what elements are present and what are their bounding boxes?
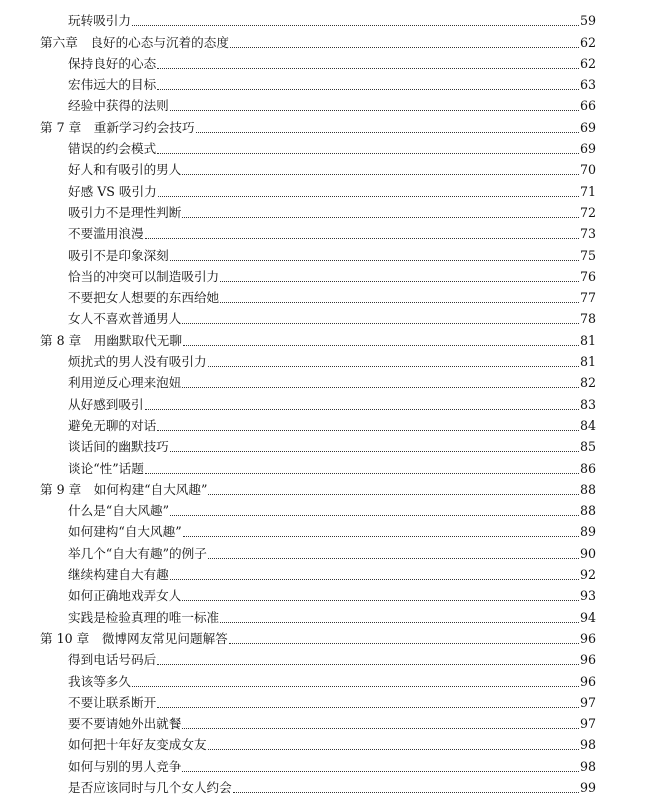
- toc-section-entry[interactable]: [40, 348, 596, 369]
- dot-leader: [182, 216, 579, 218]
- toc-entry-label: 女人不喜欢普通男人: [68, 311, 182, 327]
- dot-leader: [132, 685, 579, 687]
- toc-section-entry[interactable]: [40, 433, 596, 454]
- toc-entry-label: 谈论“性”话题: [68, 460, 144, 476]
- dot-leader: [208, 748, 579, 750]
- toc-section-entry[interactable]: [40, 305, 596, 326]
- toc-entry-label: 第 8 章 用幽默取代无聊: [40, 332, 182, 348]
- toc-entry-page-number: 97: [579, 694, 596, 710]
- toc-entry-page-number: 98: [579, 758, 596, 774]
- toc-entry-label: 不要滥用浪漫: [68, 226, 144, 242]
- toc-entry-page-number: 82: [579, 375, 596, 391]
- toc-entry-page-number: 75: [579, 247, 596, 263]
- toc-entry-label: 避免无聊的对话: [68, 417, 157, 433]
- toc-entry-label: 如何把十年好友变成女友: [68, 737, 207, 753]
- toc-entry-page-number: 77: [579, 290, 596, 306]
- dot-leader: [157, 429, 579, 431]
- dot-leader: [182, 173, 579, 175]
- toc-entry-page-number: 93: [579, 588, 596, 604]
- toc-entry-page-number: 88: [579, 481, 596, 497]
- toc-section-entry[interactable]: [40, 284, 596, 305]
- toc-entry-label: 得到电话号码后: [68, 652, 157, 668]
- toc-section-entry[interactable]: [40, 92, 596, 113]
- dot-leader: [170, 259, 579, 261]
- dot-leader: [170, 578, 579, 580]
- dot-leader: [157, 706, 579, 708]
- toc-entry-page-number: 62: [579, 55, 596, 71]
- toc-entry-page-number: 96: [579, 673, 596, 689]
- dot-leader: [196, 131, 579, 133]
- toc-entry-page-number: 92: [579, 567, 596, 583]
- toc-entry-label: 好人和有吸引的男人: [68, 162, 182, 178]
- toc-entry-page-number: 84: [579, 417, 596, 433]
- toc-entry-page-number: 99: [579, 779, 596, 795]
- toc-entry-page-number: 59: [579, 13, 596, 29]
- toc-entry-page-number: 63: [579, 77, 596, 93]
- toc-section-entry[interactable]: [40, 156, 596, 177]
- toc-section-entry[interactable]: [40, 369, 596, 390]
- toc-entry-label: 继续构建自大有趣: [68, 567, 169, 583]
- dot-leader: [220, 301, 579, 303]
- toc-chapter-entry[interactable]: [40, 326, 596, 347]
- toc-section-entry[interactable]: [40, 752, 596, 773]
- toc-entry-page-number: 76: [579, 268, 596, 284]
- dot-leader: [230, 46, 579, 48]
- toc-entry-label: 烦扰式的男人没有吸引力: [68, 354, 207, 370]
- toc-entry-page-number: 96: [579, 652, 596, 668]
- toc-entry-page-number: 62: [579, 34, 596, 50]
- table-of-contents: [40, 7, 596, 795]
- toc-section-entry[interactable]: [40, 220, 596, 241]
- toc-entry-page-number: 70: [579, 162, 596, 178]
- dot-leader: [208, 557, 579, 559]
- toc-entry-label: 吸引不是印象深刻: [68, 247, 169, 263]
- toc-section-entry[interactable]: [40, 561, 596, 582]
- dot-leader: [183, 535, 579, 537]
- toc-section-entry[interactable]: [40, 582, 596, 603]
- dot-leader: [208, 365, 579, 367]
- dot-leader: [233, 791, 579, 793]
- toc-section-entry[interactable]: [40, 390, 596, 411]
- toc-entry-page-number: 73: [579, 226, 596, 242]
- toc-entry-label: 从好感到吸引: [68, 396, 144, 412]
- toc-entry-label: 不要让联系断开: [68, 694, 157, 710]
- toc-entry-label: 举几个“自大有趣”的例子: [68, 545, 207, 561]
- toc-entry-label: 第 10 章 微博网友常见问题解答: [40, 630, 228, 646]
- dot-leader: [229, 642, 579, 644]
- toc-section-entry[interactable]: [40, 603, 596, 624]
- dot-leader: [208, 493, 579, 495]
- toc-entry-label: 玩转吸引力: [68, 13, 131, 29]
- toc-entry-page-number: 81: [579, 354, 596, 370]
- dot-leader: [157, 152, 579, 154]
- dot-leader: [220, 280, 579, 282]
- toc-section-entry[interactable]: [40, 774, 596, 795]
- toc-section-entry[interactable]: [40, 539, 596, 560]
- toc-section-entry[interactable]: [40, 71, 596, 92]
- dot-leader: [157, 67, 579, 69]
- toc-section-entry[interactable]: [40, 135, 596, 156]
- toc-section-entry[interactable]: [40, 263, 596, 284]
- toc-section-entry[interactable]: [40, 50, 596, 71]
- toc-entry-page-number: 69: [579, 141, 596, 157]
- toc-entry-label: 第 9 章 如何构建“自大风趣”: [40, 481, 208, 497]
- dot-leader: [182, 727, 579, 729]
- toc-entry-label: 第 7 章 重新学习约会技巧: [40, 119, 195, 135]
- toc-section-entry[interactable]: [40, 689, 596, 710]
- toc-section-entry[interactable]: [40, 177, 596, 198]
- toc-entry-label: 吸引力不是理性判断: [68, 204, 182, 220]
- dot-leader: [145, 237, 579, 239]
- toc-entry-page-number: 98: [579, 737, 596, 753]
- toc-section-entry[interactable]: [40, 667, 596, 688]
- dot-leader: [157, 88, 579, 90]
- dot-leader: [170, 109, 579, 111]
- toc-entry-label: 经验中获得的法则: [68, 98, 169, 114]
- toc-entry-label: 实践是检验真理的唯一标准: [68, 609, 220, 625]
- dot-leader: [220, 621, 579, 623]
- toc-entry-page-number: 72: [579, 204, 596, 220]
- dot-leader: [170, 450, 579, 452]
- toc-entry-page-number: 85: [579, 439, 596, 455]
- toc-section-entry[interactable]: [40, 454, 596, 475]
- toc-section-entry[interactable]: [40, 518, 596, 539]
- toc-entry-page-number: 66: [579, 98, 596, 114]
- toc-entry-label: 什么是“自大风趣”: [68, 503, 170, 519]
- toc-section-entry[interactable]: [40, 412, 596, 433]
- toc-entry-label: 保持良好的心态: [68, 55, 157, 71]
- toc-chapter-entry[interactable]: [40, 113, 596, 134]
- toc-section-entry[interactable]: [40, 497, 596, 518]
- toc-entry-page-number: 86: [579, 460, 596, 476]
- toc-entry-label: 恰当的冲突可以制造吸引力: [68, 268, 220, 284]
- toc-section-entry[interactable]: [40, 646, 596, 667]
- toc-entry-page-number: 88: [579, 503, 596, 519]
- dot-leader: [145, 472, 579, 474]
- toc-entry-label: 第六章 良好的心态与沉着的态度: [40, 34, 229, 50]
- toc-entry-label: 要不要请她外出就餐: [68, 716, 182, 732]
- toc-section-entry[interactable]: [40, 731, 596, 752]
- toc-section-entry[interactable]: [40, 199, 596, 220]
- dot-leader: [157, 663, 579, 665]
- toc-entry-page-number: 78: [579, 311, 596, 327]
- toc-entry-label: 如何建构“自大风趣”: [68, 524, 182, 540]
- toc-entry-label: 我该等多久: [68, 673, 131, 689]
- toc-chapter-entry[interactable]: [40, 28, 596, 49]
- toc-entry-label: 利用逆反心理来泡妞: [68, 375, 182, 391]
- dot-leader: [182, 386, 579, 388]
- toc-entry-label: 好感 VS 吸引力: [68, 183, 157, 199]
- toc-chapter-entry[interactable]: [40, 625, 596, 646]
- dot-leader: [182, 770, 579, 772]
- toc-section-entry[interactable]: [40, 7, 596, 28]
- dot-leader: [170, 514, 579, 516]
- toc-entry-page-number: 94: [579, 609, 596, 625]
- toc-entry-label: 是否应该同时与几个女人约会: [68, 779, 232, 795]
- toc-section-entry[interactable]: [40, 241, 596, 262]
- toc-entry-page-number: 96: [579, 630, 596, 646]
- toc-entry-page-number: 71: [579, 183, 596, 199]
- dot-leader: [183, 344, 579, 346]
- toc-entry-page-number: 90: [579, 545, 596, 561]
- toc-entry-page-number: 89: [579, 524, 596, 540]
- toc-entry-page-number: 83: [579, 396, 596, 412]
- dot-leader: [182, 322, 579, 324]
- toc-section-entry[interactable]: [40, 710, 596, 731]
- toc-entry-page-number: 81: [579, 332, 596, 348]
- toc-entry-page-number: 69: [579, 119, 596, 135]
- toc-entry-label: 如何正确地戏弄女人: [68, 588, 182, 604]
- dot-leader: [132, 24, 579, 26]
- toc-entry-page-number: 97: [579, 716, 596, 732]
- toc-entry-label: 错误的约会模式: [68, 141, 157, 157]
- dot-leader: [182, 599, 579, 601]
- toc-chapter-entry[interactable]: [40, 476, 596, 497]
- toc-entry-label: 谈话间的幽默技巧: [68, 439, 169, 455]
- toc-entry-label: 宏伟远大的目标: [68, 77, 157, 93]
- toc-entry-label: 如何与别的男人竞争: [68, 758, 182, 774]
- toc-entry-label: 不要把女人想要的东西给她: [68, 290, 220, 306]
- dot-leader: [145, 408, 579, 410]
- dot-leader: [158, 195, 579, 197]
